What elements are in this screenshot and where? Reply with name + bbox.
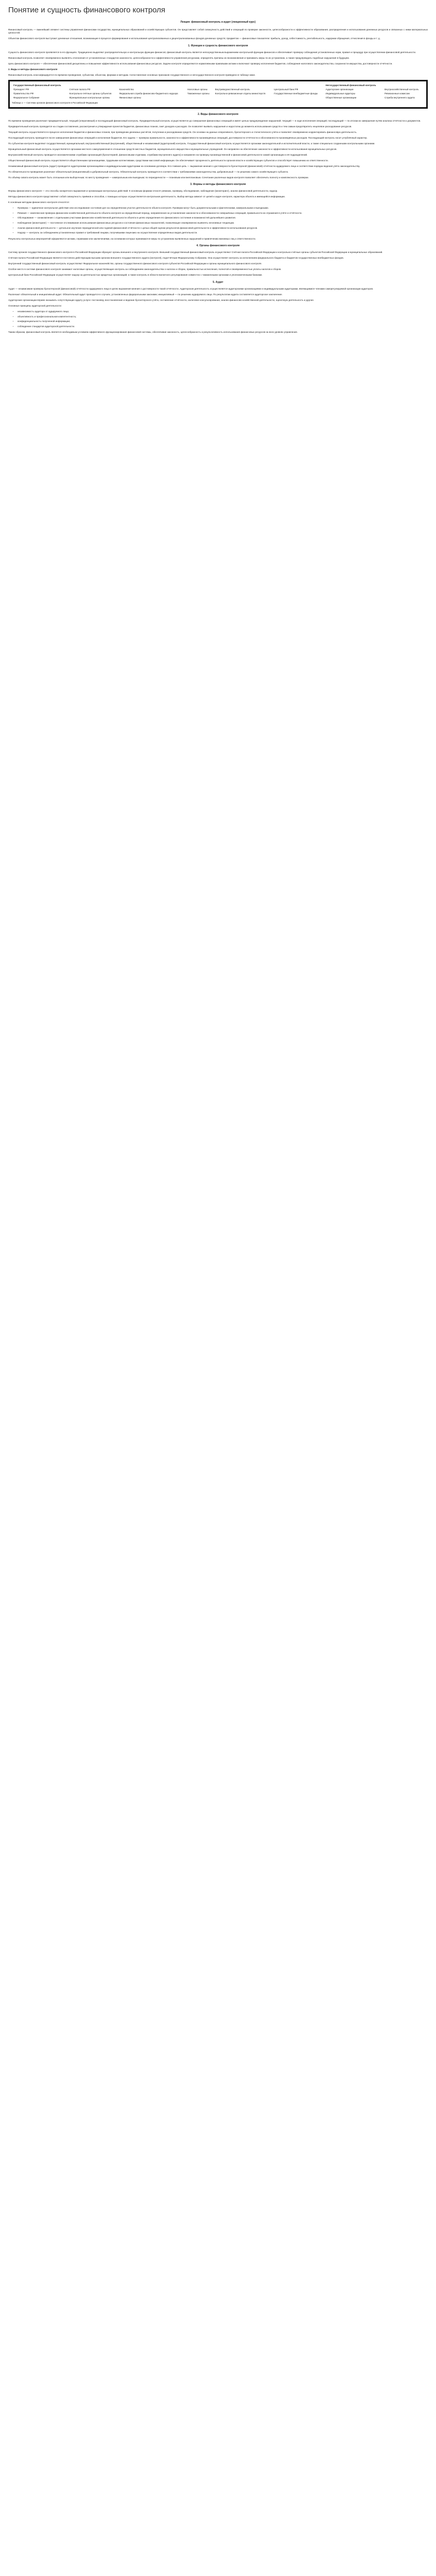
- table-cell: Президент РФ: [13, 88, 29, 91]
- paragraph: По объёму охвата контроль может быть сплошным или выборочным; по месту проведения — камеральным или выездным; по периодичности — плановым или внеплановым. Сочетание различных видов контроля позволяет обеспечить полноту и комплексность проверки.: [8, 176, 309, 179]
- paragraph: Особое место в системе финансового контроля занимают налоговые органы, осуществляющие контроль за соблюдением законодательства о налогах и сборах, правильностью исчисления, полнотой и своевременностью уплаты налогов и сборов.: [8, 268, 282, 271]
- table-cell: Финансовые органы: [119, 96, 141, 99]
- list-item: • Анализ финансовой деятельности — детальное изучение периодической или годовой финансовой отчётности с целью общей оценки результатов финансовой деятельности и эффективности использования ресурсов.: [18, 227, 428, 230]
- table-cell: Центральный банк РФ: [274, 88, 299, 91]
- list-item: • соблюдение стандартов аудиторской деятельности.: [18, 325, 428, 329]
- section-body: [8, 120, 428, 179]
- section-heading: 4. Органы финансового контроля: [196, 244, 240, 248]
- table-cell: [214, 96, 273, 100]
- list-item: • Обследование — ознакомление с отдельными участками финансово-хозяйственной деятельности объекта в целях определения его финансового состояния и возможностей дальнейшего развития.: [18, 216, 428, 220]
- table-cell: Внутрихозяйственный контроль: [385, 88, 419, 91]
- paragraph: Независимый финансовый контроль (аудит) проводится аудиторскими организациями и индивидуальными аудиторами на основании договора. Его главная цель — выражение мнения о достоверности бухгалтерской (финансовой) отчётности аудируемого лица и соответствии порядка ведения учёта законодательству.: [8, 164, 360, 167]
- table-cell: Ревизионные комиссии: [385, 92, 410, 95]
- paragraph: Предварительный контроль проводится на стадии составления, рассмотрения и утверждения проектов бюджетов, финансовых планов, смет доходов и расходов. Он позволяет выявить нарушения и недостатки до момента использования средств и тем самым предотвратить нецелевое расходование ресурсов.: [8, 125, 352, 128]
- page-title: Понятие и сущность финансового контроля: [8, 6, 166, 14]
- table-row: [12, 92, 424, 96]
- table-caption: Таблица 1 — Система органов финансового контроля в Российской Федерации: [12, 101, 98, 105]
- table-header-cell: [383, 83, 424, 88]
- paragraph: Объектом финансового контроля выступают денежные отношения, возникающие в процессе формирования и использования централизованных и децентрализованных фондов денежных средств; предметом — финансовые показатели: прибыль, доход, себестоимость, рентабельность, издержки обращения, отчисления в фонды и т. д.: [8, 37, 380, 40]
- article-subtitle: Лекция: финансовый контроль и аудит (лекционный курс): [180, 21, 256, 24]
- table-cell: Муниципальные контрольные органы: [69, 96, 110, 99]
- table-cell: Контрольно-ревизионные отделы министерств: [215, 92, 266, 95]
- paragraph: Общественный финансовый контроль осуществляется общественными организациями, трудовыми коллективами, средствами массовой информации. Он обеспечивает прозрачность деятельности органов власти и хозяйствующих субъектов и способствует повышению их ответственности.: [8, 159, 329, 162]
- table-cell: Общественные организации: [325, 96, 357, 99]
- table-header-cell: Государственный финансовый контроль: [13, 84, 61, 87]
- section-heading: 5. Аудит: [213, 280, 223, 284]
- list-item: • объективность и профессиональная компетентность;: [18, 315, 428, 319]
- table-header-cell: [272, 83, 324, 88]
- paragraph: Цель финансового контроля — обеспечение финансовой дисциплины и повышение эффективности использования финансовых ресурсов. Задачи контроля определяются нормативными правовыми актами и включают проверку исполнения бюджетов, соблюдения налогового законодательства, сохранности имущества, достоверности отчётности.: [8, 62, 393, 65]
- paragraph: По субъектам контроля выделяют государственный, муниципальный, внутрихозяйственный (внутренний), общественный и независимый (аудиторский) контроль. Государственный финансовый контроль осуществляется органами законодательной и исполнительной власти, а также специально созданными контрольными органами.: [8, 142, 375, 145]
- paragraph: Финансовый контроль позволяет своевременно выявлять отклонения от установленных стандартов законности, целесообразности и эффективности управления ресурсами, определять причины их возникновения и принимать меры по их устранению, а также предупреждать подобные нарушения в будущем.: [8, 56, 350, 59]
- principles-list: [8, 310, 428, 328]
- section-body: [8, 51, 428, 66]
- table-cell: Федеральное Собрание: [13, 96, 40, 99]
- table-cell: Казначейство: [119, 88, 134, 91]
- list-item: • Проверка — единичное контрольное действие или исследование состояния дел на определённом участке деятельности объекта контроля. Проверки могут быть документальными и фактическими, камеральными и выездными.: [18, 207, 428, 210]
- paragraph: Формы финансового контроля — это способы конкретного выражения и организации контрольных действий. К основным формам относят ревизию, проверку, обследование, наблюдение (мониторинг), анализ финансовой деятельности, надзор.: [8, 190, 278, 193]
- section-heading: 3. Формы и методы финансового контроля: [190, 183, 246, 187]
- table-header-cell: [214, 83, 273, 88]
- table-row: [12, 96, 424, 100]
- section-closing: Результаты контрольных мероприятий оформляются актами, справками или заключениями, на основании которых принимаются меры по устранению выявленных нарушений и привлечению виновных лиц к ответственности.: [8, 237, 256, 240]
- paragraph: Различают обязательный и инициативный аудит. Обязательный аудит проводится в случаях, установленных федеральными законами; инициативный — по решению аудируемого лица. По результатам аудита составляется аудиторское заключение.: [8, 293, 283, 296]
- paragraph: Аудиторские организации вправе оказывать сопутствующие аудиту услуги: постановку, восстановление и ведение бухгалтерского учёта, составление отчётности, налоговое консультирование, анализ финансово-хозяйственной деятельности, оценочную деятельность и другие.: [8, 298, 315, 301]
- paragraph: Текущий контроль осуществляется в процессе исполнения бюджетов и финансовых планов, при проведении денежных расчётов, получении и расходовании средств. Он основан на данных оперативного, бухгалтерского и статистического учёта и позволяет своевременно корректировать финансовую деятельность.: [8, 130, 357, 133]
- list-item: • Наблюдение (мониторинг) — постоянное отслеживание использования финансовых ресурсов и состояния финансовых показателей, позволяющее своевременно выявлять негативные тенденции.: [18, 222, 428, 225]
- list-intro: К основным методам финансового контроля относятся:: [8, 201, 69, 204]
- methods-list: [8, 207, 428, 235]
- organs-table-frame: [8, 80, 428, 109]
- organs-table: [12, 83, 424, 100]
- paragraph: Муниципальный финансовый контроль осуществляется органами местного самоуправления в отношении средств местных бюджетов, муниципального имущества и муниципальных учреждений. Он направлен на обеспечение законности и эффективности использования муниципальных ресурсов.: [8, 147, 337, 150]
- paragraph: По обязательности проведения различают обязательный (инициативный) и добровольный контроль. Обязательный контроль проводится в соответствии с требованиями законодательства, добровольный — по решению самого хозяйствующего субъекта.: [8, 170, 289, 173]
- list-item: • Ревизия — комплексная проверка финансово-хозяйственной деятельности объекта контроля за определённый период, направленная на установление законности и обоснованности совершённых операций, правильности их отражения в учёте и отчётности.: [18, 212, 428, 215]
- list-item: • Надзор — контроль за соблюдением установленных правил и требований лицами, получившими лицензию на осуществление определённых видов деятельности.: [18, 231, 428, 235]
- table-cell: Государственные внебюджетные фонды: [274, 92, 318, 95]
- table-cell: Контрольно-счётные органы субъектов: [69, 92, 112, 95]
- paragraph: Аудит — независимая проверка бухгалтерской (финансовой) отчётности аудируемого лица в целях выражения мнения о достоверности такой отчётности. Аудиторская деятельность осуществляется аудиторскими организациями и индивидуальными аудиторами, являющимися членами саморегулируемой организации аудиторов.: [8, 287, 374, 290]
- table-cell: Федеральная служба финансово-бюджетного надзора: [119, 92, 178, 95]
- list-intro: Основные принципы аудиторской деятельности:: [8, 304, 62, 307]
- table-header-cell: [186, 83, 214, 88]
- lead-paragraph: Финансовый контроль классифицируется по времени проведения, субъектам, объектам, формам и методам. Сопоставление основных признаков государственного и негосударственного контроля приведено в таблице ниже.: [8, 73, 256, 76]
- paragraph: По времени проведения различают предварительный, текущий (оперативный) и последующий финансовый контроль. Предварительный контроль осуществляется до совершения финансовых операций и имеет целью предупреждение нарушений; текущий — в ходе исполнения операций; последующий — по итогам их завершения путём анализа отчётности и документов.: [8, 119, 421, 122]
- paragraph: Последующий контроль проводится после завершения финансовых операций и исполнения бюджетов. Его задача — проверка правильности, законности и эффективности произведённых операций, достоверности отчётности и обоснованности произведённых расходов. Последующий контроль носит углублённый характер.: [8, 136, 368, 139]
- table-header-cell: [117, 83, 185, 88]
- list-item: • конфиденциальность полученной информации;: [18, 320, 428, 324]
- section-body: [8, 251, 428, 277]
- paragraph: Центральный банк Российской Федерации осуществляет надзор за деятельностью кредитных организаций, а также контроль в области валютного регулирования совместно с таможенными органами и уполномоченными банками.: [8, 274, 263, 277]
- paragraph: Систему органов государственного финансового контроля в Российской Федерации образуют органы внешнего и внутреннего контроля. Внешний государственный финансовый контроль осуществляют Счётная палата Российской Федерации и контрольно-счётные органы субъектов Российской Федерации и муниципальных образований.: [8, 251, 383, 254]
- section-body: [8, 287, 428, 302]
- paragraph: Внутренний государственный финансовый контроль осуществляют Федеральное казначейство, органы государственного финансового контроля субъектов Российской Федерации и органы муниципального финансового контроля.: [8, 262, 262, 265]
- paragraph: Методы финансового контроля представляют собой совокупность приёмов и способов, с помощью которых осуществляется контрольная деятельность. Выбор метода зависит от целей и задач контроля, характера объекта и имеющейся информации.: [8, 195, 286, 198]
- table-cell: Служба внутреннего аудита: [385, 96, 415, 99]
- table-cell: Налоговые органы: [187, 88, 208, 91]
- paragraph: Сущность финансового контроля проявляется в его функциях. Традиционно выделяют распределительную и контрольную функции финансов; финансовый контроль является непосредственным выражением контрольной функции финансов и обеспечивает проверку соблюдения установленных норм, правил и процедур при осуществлении финансовой деятельности.: [8, 50, 416, 54]
- section-heading: 2. Виды финансового контроля: [198, 112, 238, 116]
- list-item: • независимость аудитора от аудируемого лица;: [18, 310, 428, 314]
- table-cell: Внутриведомственный контроль: [215, 88, 250, 91]
- table-header-cell: [68, 83, 118, 88]
- table-cell: Таможенные органы: [187, 92, 210, 95]
- table-header-cell: Негосударственный финансовый контроль: [325, 84, 376, 87]
- paragraph: Счётная палата Российской Федерации является постоянно действующим высшим органом внешнего государственного аудита (контроля), подотчётным Федеральному Собранию. Она осуществляет контроль за исполнением федерального бюджета и бюджетов государственных внебюджетных фондов.: [8, 257, 344, 260]
- table-header-row: [12, 83, 424, 88]
- intro: [8, 28, 428, 41]
- paragraph: Финансовый контроль — важнейший элемент системы управления финансами государства, муниципальных образований и хозяйствующих субъектов. Он представляет собой совокупность действий и операций по проверке законности, целесообразности и эффективности образования, распределения и использования денежных ресурсов и связанных с ними материальных ценностей.: [8, 28, 428, 35]
- section-heading: 1. Функции и сущность финансового контроля: [188, 44, 248, 47]
- table-cell: Счётная палата РФ: [69, 88, 91, 91]
- table-cell: [272, 96, 324, 100]
- article: [8, 0, 428, 347]
- table-cell: Аудиторские организации: [325, 88, 354, 91]
- table-row: [12, 88, 424, 92]
- lead-heading: 2. Виды и методы финансового контроля: [8, 67, 58, 71]
- section-body: [8, 190, 428, 199]
- section-closing: Таким образом, финансовый контроль является необходимым условием эффективного функционирования финансовой системы, обеспечивая законность, целесообразность и результативность использования финансовых ресурсов на всех уровнях управления.: [8, 331, 298, 334]
- table-cell: [186, 96, 214, 100]
- paragraph: Внутрихозяйственный контроль проводится экономическими службами организаций (бухгалтерией, финансовыми отделами, службами внутреннего аудита) и направлен на проверку производственной и финансовой деятельности самой организации и её подразделений.: [8, 153, 308, 156]
- table-cell: Правительство РФ: [13, 92, 34, 95]
- table-cell: Индивидуальные аудиторы: [325, 92, 356, 95]
